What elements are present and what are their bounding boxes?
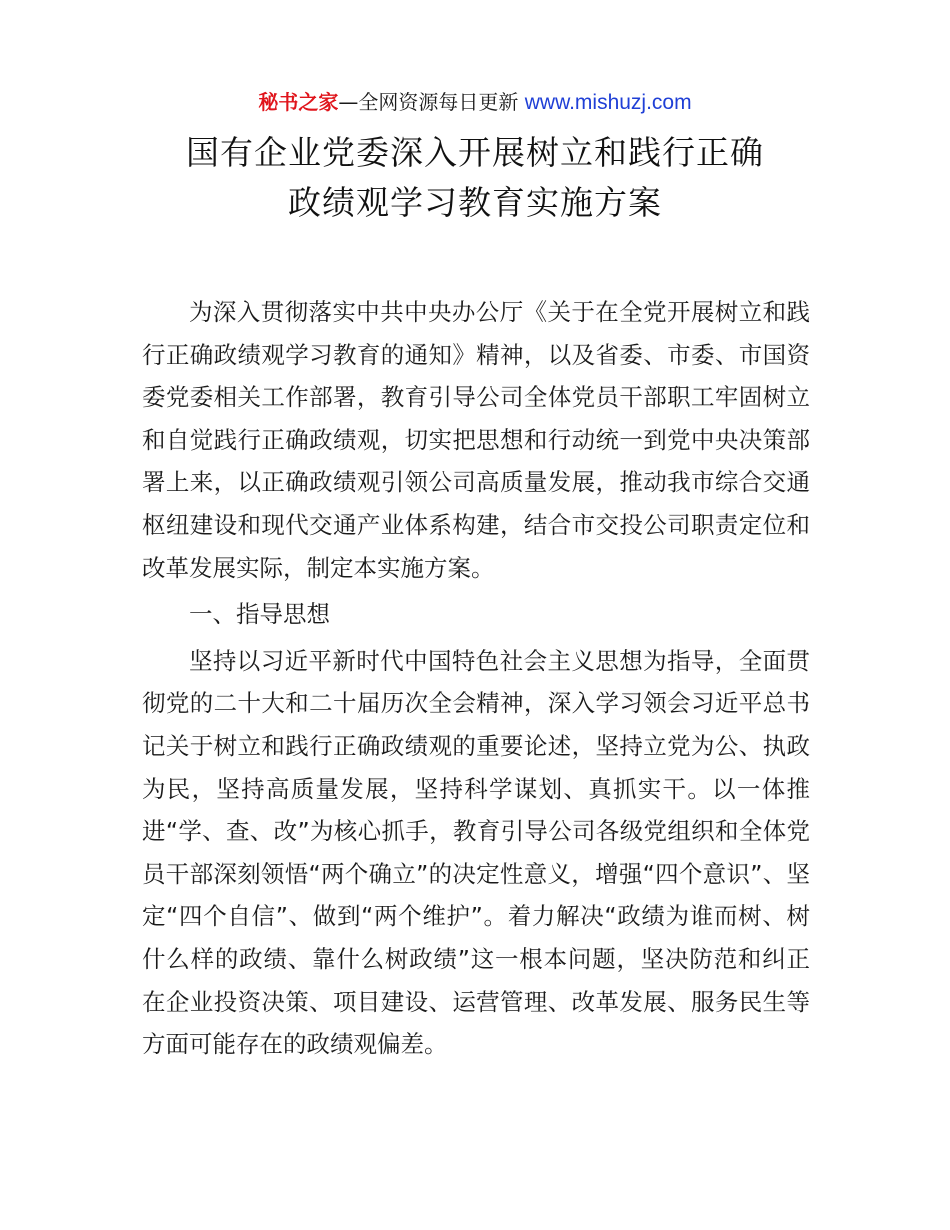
document-title [0,128,950,228]
document-body [142,291,810,1066]
site-header [0,88,950,117]
site-tagline: —全网资源每日更新 [338,90,519,114]
intro-paragraph: 为深入贯彻落实中共中央办公厅《关于在全党开展树立和践行正确政绩观学习教育的通知》精神，以及省委、市委、市国资委党委相关工作部署，教育引导公司全体党员干部职工牢固树立和自觉践行正确政绩观，切实把思想和行动统一到党中央决策部署上来，以正确政绩观引领公司高质量发展，推动我市综合交通枢纽建设和现代交通产业体系构建，结合市交投公司职责定位和改革发展实际，制定本实施方案。 [142,298,810,582]
site-brand: 秘书之家 [258,90,339,114]
title-line-1: 国有企业党委深入开展树立和践行正确 [186,133,764,172]
section-heading-guiding-ideology: 一、指导思想 [189,600,330,629]
site-url-link[interactable]: www.mishuzj.com [524,91,692,114]
title-line-2: 政绩观学习教育实施方案 [288,183,662,222]
guiding-ideology-paragraph: 坚持以习近平新时代中国特色社会主义思想为指导，全面贯彻党的二十大和二十届历次全会精神，深入学习领会习近平总书记关于树立和践行正确政绩观的重要论述，坚持立党为公、执政为民，坚持高质量发展，坚持科学谋划、真抓实干。以一体推进“学、查、改”为核心抓手，教育引导公司各级党组织和全体党员干部深刻领悟“两个确立”的决定性意义，增强“四个意识”、坚定“四个自信”、做到“两个维护”。着力解决“政绩为谁而树、树什么样的政绩、靠什么树政绩”这一根本问题，坚决防范和纠正在企业投资决策、项目建设、运营管理、改革发展、服务民生等方面可能存在的政绩观偏差。 [142,646,810,1059]
